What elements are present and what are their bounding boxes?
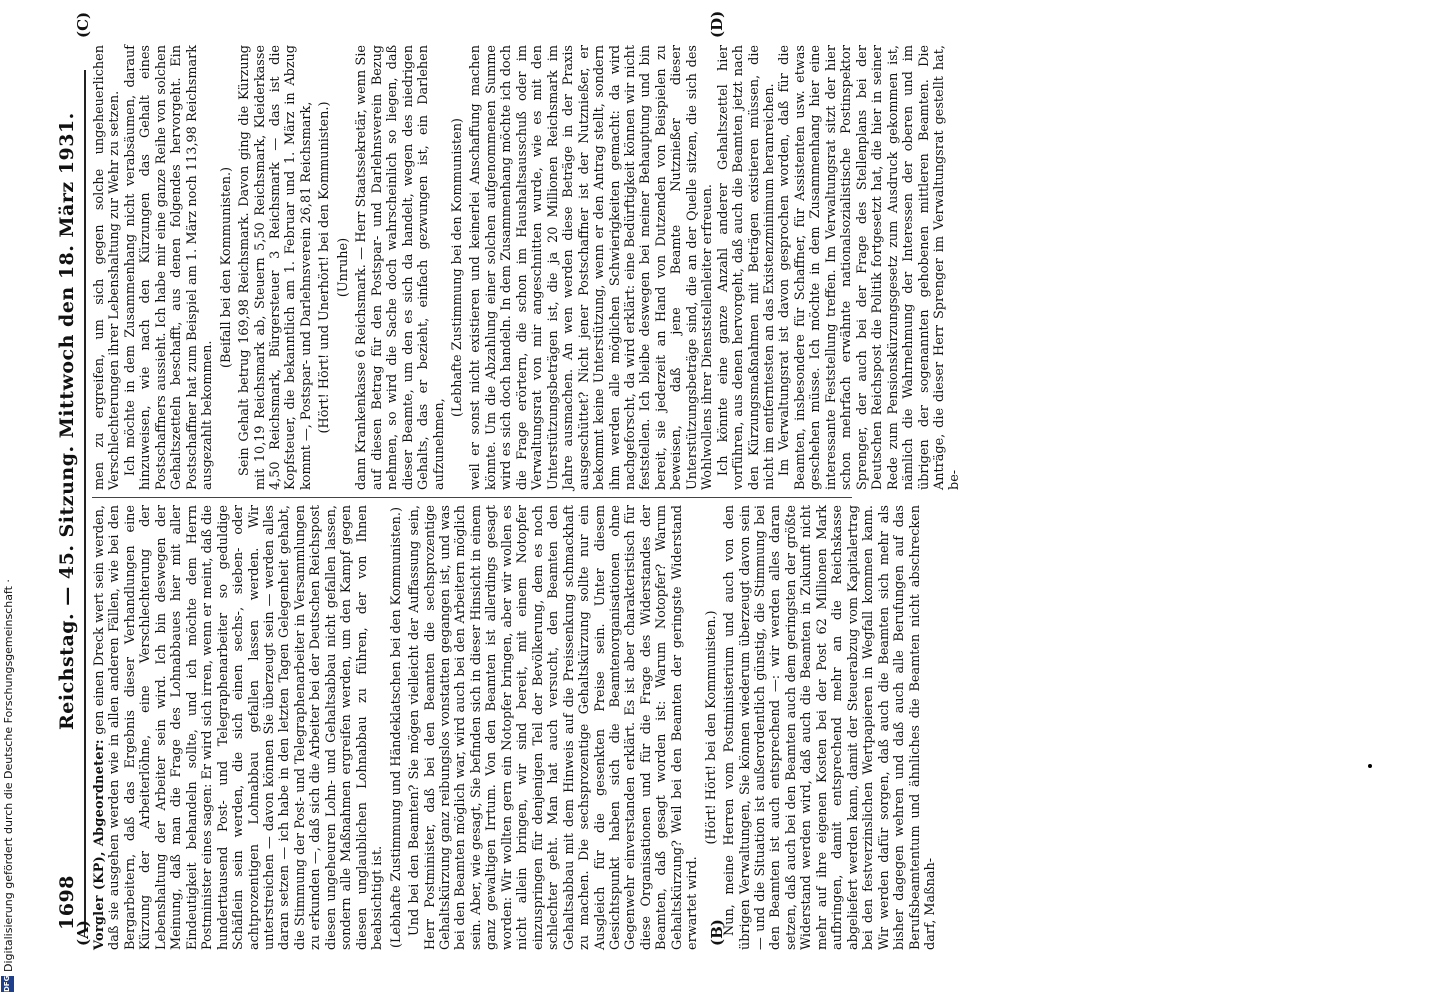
right-column [92, 45, 963, 490]
left-column [92, 505, 939, 950]
reaction-note: (Hört! Hört! bei den Kommunisten.) [703, 610, 719, 845]
margin-marker-a: (A) [74, 920, 92, 946]
paragraph: weil er sonst nicht existieren und keinerlei Anschaffung machen könnte. Um die Abzahlung einer solchen aufgenommenen Summe wird es sich doch handeln. In dem Zusammenhang möchte ich doch die Frage erörtern, die schon im Haushaltsausschuß oder im Verwaltungsrat von mir angeschnitten wurde, wie es mit den Unterstützungsbeträgen ist, die ja 20 Millionen Reichsmark im Jahre ausmachen. An wen werden diese Beträge in der Praxis ausgeschüttet? Nicht jener Postschaffner ist der Nutznießer, er bekommt keine Unterstützung, wenn er den Antrag stellt, sondern ihm werden alle möglichen Schwierigkeiten gemacht: da wird nachgeforscht, da wird erklärt: eine Bedürftigkeit können wir nicht feststellen. Ich bleibe deswegen bei meiner Behauptung und bin bereit, sie jederzeit an Hand von Dutzenden von Beispielen zu beweisen, daß jene Beamte Nutznießer dieser Unterstützungsbeträge sind, die an der Quelle sitzen, die sich des Wohlwollens ihrer Dienststellenleiter erfreuen. [468, 45, 716, 490]
margin-marker-d: (D) [708, 10, 726, 38]
footer-credit: Digitalisierung gefördert durch die Deutsche Forschungsgemeinschaft · [2, 579, 15, 972]
reaction-note: (Beifall bei den Kommunisten.) [218, 166, 234, 369]
paragraph: men zu ergreifen, um sich gegen solche ungeheuerlichen Verschlechterungen ihrer Lebenshaltung zur Wehr zu setzen. [92, 45, 123, 490]
page-number: 1698 [56, 875, 78, 930]
paragraph: Ich könnte eine ganze Anzahl anderer Gehaltszettel hier vorführen, aus denen hervorgeht, daß auch die Beamten jetzt nach den Kürzungsmaßnahmen mit Beträgen existieren müssen, die nicht im entferntesten an das Existenzminimum heranreichen. [715, 45, 778, 490]
reaction-note: (Lebhafte Zustimmung und Händeklatschen bei den Kommunisten.) [388, 507, 404, 948]
dfg-logo: DFG [1, 976, 14, 992]
header-rule [84, 70, 86, 930]
paragraph: Ich möchte in dem Zusammenhang nicht verabsäumen, darauf hinzuweisen, wie nach den Kürzungen das Gehalt eines Postschaffners aussieht. Ich habe mir eine ganze Reihe von solchen Gehaltszetteln beschafft, aus denen folgendes hervorgeht. Ein Postschaffner hat zum Beispiel am 1. März noch 113,98 Reichsmark ausgezahlt bekommen. [122, 45, 216, 490]
paragraph: Sein Gehalt betrug 169,98 Reichsmark. Davon ging die Kürzung mit 10,19 Reichsmark ab, Steuern 5,50 Reichsmark, Kleiderkasse 4,50 Reichsmark, Bürgersteuer 3 Reichsmark — das ist die Kopfsteuer, die bekanntlich am 1. Februar und 1. März in Abzug kommt —, Postspar- und Darlehnsverein 26,81 Reichsmark, [237, 45, 314, 490]
page-header-title: Reichstag. — 45. Sitzung. Mittwoch den 18. März 1931. [56, 112, 78, 730]
speaker-name: Vorgler (KP), Abgeordneter: [92, 739, 107, 950]
scan-speck [1368, 764, 1372, 768]
paragraph: Im Verwaltungsrat ist davon gesprochen worden, daß für die Beamten, insbesondere für Schaffner, für Assistenten usw. etwas geschehen müsse. Ich möchte in dem Zusammenhang hier eine interessante Feststellung treffen. Im Verwaltungsrat sitzt der hier schon mehrfach erwähnte nationalsozialistische Postinspektor Sprenger, der auch bei der Frage des Stellenplans bei der Deutschen Reichspost die Politik fortgesetzt hat, die hier in seiner Rede zum Pensionskürzungsgesetz zum Ausdruck gekommen ist, nämlich die Wahrnehmung der Interessen der oberen und im übrigen der sogenannten gehobenen mittleren Beamten. Die Anträge, die dieser Herr Sprenger im Verwaltungsrat gestellt hat, be- [777, 45, 963, 490]
reaction-note: (Lebhafte Zustimmung bei den Kommunisten) [449, 118, 465, 417]
paragraph [92, 505, 386, 950]
reaction-note: (Hört! Hört! und Unerhört! bei den Kommunisten.) [317, 101, 333, 434]
paragraph-text: gen einen Dreck wert sein werden, daß sie ausgehen werden wie in allen anderen Fällen, wie bei den Bergarbeitern, daß das Ergebnis dieser Verhandlungen eine Kürzung der Arbeiterlöhne, eine Verschlechterung der Lebenshaltung der Arbeiter sein wird. Ich bin deswegen der Meinung, daß man die Frage des Lohnabbaues hier mit aller Eindeutigkeit behandeln sollte, und ich möchte dem Herrn Postminister eines sagen: Er wird sich irren, wenn er meint, daß die hunderttausend Post- und Telegraphenarbeiter so geduldige Schäflein sein werden, die sich einen sechs-, sieben- oder achtprozentigen Lohnabbau gefallen lassen werden. Wir unterstreichen — davon können Sie überzeugt sein — werden alles daran setzen — ich habe in den letzten Tagen Gelegenheit gehabt, die Stimmung der Post- und Telegraphenarbeiter in Versammlungen zu erkunden —, daß sich die Arbeiter bei der Deutschen Reichspost diesen ungeheuren Lohn- und Gehaltsabbau nicht gefallen lassen, sondern alle Maßnahmen ergreifen werden, um den Kampf gegen diesen unglaublichen Lohnabbau zu führen, der von Ihnen beabsichtigt ist. [92, 505, 386, 950]
digitization-footer [0, 0, 20, 1000]
margin-marker-c: (C) [74, 11, 92, 38]
margin-marker-b: (B) [708, 919, 726, 946]
paragraph: dann Krankenkasse 6 Reichsmark. — Herr Staatssekretär, wenn Sie auf diesen Betrag für den Postspar- und Darlehnsverein Bezug nehmen, so wird die Sache doch wahrscheinlich so liegen, daß dieser Beamte, um den es sich da handelt, wegen des niedrigen Gehalts, das er bezieht, einfach gezwungen ist, ein Darlehen aufzunehmen, [354, 45, 447, 490]
paragraph: Nun, meine Herren vom Postministerium und auch von den übrigen Verwaltungen, Sie können wiederum überzeugt davon sein — und die Situation ist außerordentlich günstig, die Stimmung bei den Beamten ist auch entsprechend —: wir werden alles daran setzen, daß auch bei den Beamten auch dem geringsten der größte Widerstand werden wird, daß auch die Beamten in Zukunft nicht mehr auf ihre eigenen Kosten bei der Post 62 Millionen Mark aufbringen, damit entsprechend mehr an die Reichskasse abgeliefert werden kann, damit der Steuerabzug vom Kapitalertrag bei den festverzinslichen Wertpapieren in Wegfall kommen kann. Wir werden dafür sorgen, daß auch die Beamten sich mehr als bisher dagegen wehren und daß auch alle Berufungen auf das Berufsbeamtentum und ähnliches die Beamten nicht abschrecken darf, Maßnah- [722, 505, 939, 950]
reaction-note: (Unruhe) [335, 237, 351, 298]
column-separator [92, 497, 852, 498]
paragraph: Und bei den Beamten? Sie mögen vielleicht der Auffassung sein, Herr Postminister, daß bei den Beamten die sechsprozentige Gehaltskürzung ganz reibungslos vonstatten gegangen ist, und was bei den Beamten möglich war, wird auch bei den Arbeitern möglich sein. Aber, wie gesagt, Sie befinden sich in dieser Hinsicht in einem ganz gewaltigen Irrtum. Von den Beamten ist allerdings gesagt worden: Wir wollten gern ein Notopfer bringen, aber wir wollen es nicht allein bringen, wir sind bereit, mit einem Notopfer einzuspringen für denjenigen Teil der Bevölkerung, dem es noch schlechter geht. Man hat auch versucht, den Beamten den Gehaltsabbau mit dem Hinweis auf die Preissenkung schmackhaft zu machen. Die sechsprozentige Gehaltskürzung sollte nur ein Ausgleich für die gesenkten Preise sein. Unter diesem Gesichtspunkt haben sich die Beamtenorganisationen ohne Gegenwehr einverstanden erklärt. Es ist aber charakteristisch für diese Organisationen und für die Frage des Widerstandes der Beamten, daß gesagt worden ist: Warum Notopfer? Warum Gehaltskürzung? Weil bei den Beamten der geringste Widerstand erwartet wird. [407, 505, 701, 950]
